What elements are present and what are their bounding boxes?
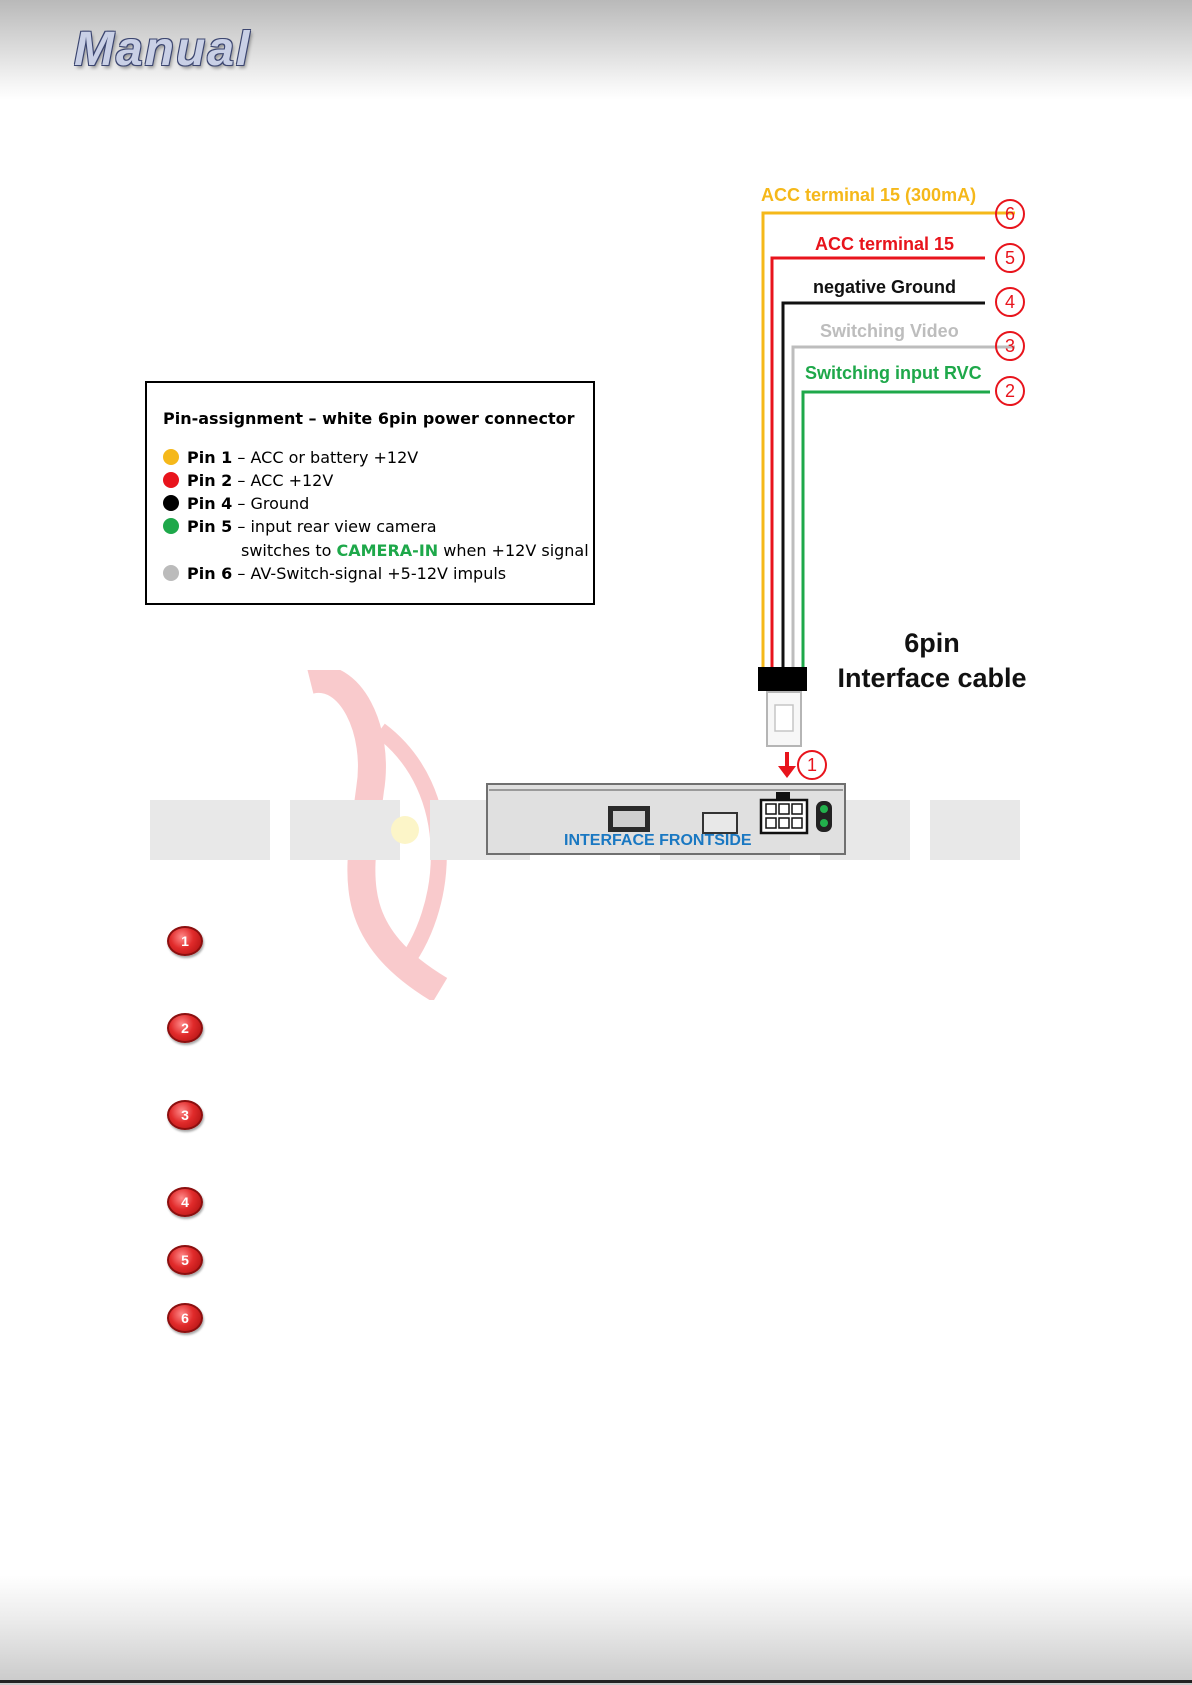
wire-5-number: 5 <box>995 243 1025 273</box>
wire-3-label: Switching Video <box>820 321 959 341</box>
wire-4 <box>783 303 985 668</box>
connector-number: 1 <box>797 750 827 780</box>
bullet-2: 2 <box>167 1013 203 1043</box>
insert-arrow-head <box>778 766 796 778</box>
status-led-bottom <box>820 819 828 827</box>
manual-title: Manual <box>74 23 252 76</box>
wire-3 <box>793 347 1015 668</box>
wire-2-label: Switching input RVC <box>805 363 982 383</box>
interface-frontside-label: INTERFACE FRONTSIDE <box>564 832 752 849</box>
wire-4-label: negative Ground <box>813 277 957 297</box>
wire-6-number: 6 <box>995 199 1025 229</box>
pin-desc: – ACC or battery +12V <box>232 448 419 467</box>
pin-desc: – input rear view camera <box>232 517 437 536</box>
power-socket-latch <box>776 792 790 800</box>
pin-name: Pin 2 <box>187 471 233 490</box>
pin-name: Pin 6 <box>187 564 233 583</box>
wire-3-number: 3 <box>995 331 1025 361</box>
camera-in-highlight: CAMERA-IN <box>336 541 439 560</box>
pin-desc: – ACC +12V <box>232 471 334 490</box>
cable-title <box>822 626 1042 696</box>
wire-5-label: ACC terminal 15 <box>815 234 955 254</box>
bullet-6: 6 <box>167 1303 203 1333</box>
pin-desc: – Ground <box>232 494 310 513</box>
cable-title-line2: Interface cable <box>837 663 1027 693</box>
pin-name: Pin 5 <box>187 517 233 536</box>
bullet-5: 5 <box>167 1245 203 1275</box>
pin-desc: – AV-Switch-signal +5-12V impuls <box>232 564 507 583</box>
wire-6-label: ACC terminal 15 (300mA) <box>761 185 977 205</box>
pin5-sub-suffix: when +12V signal <box>438 541 589 560</box>
bullet-3: 3 <box>167 1100 203 1130</box>
pin-name: Pin 4 <box>187 494 233 513</box>
wire-4-number: 4 <box>995 287 1025 317</box>
legend-title: Pin-assignment – white 6pin power connector <box>163 409 575 428</box>
footer-line <box>0 1680 1192 1683</box>
cable-title-line1: 6pin <box>904 628 960 658</box>
wire-2-number: 2 <box>995 376 1025 406</box>
cable-sleeve <box>758 667 807 691</box>
cable-plug-socket <box>775 705 793 731</box>
pin-name: Pin 1 <box>187 448 233 467</box>
interface-port-small <box>703 813 737 833</box>
status-led-top <box>820 805 828 813</box>
bullet-1: 1 <box>167 926 203 956</box>
interface-port-large-inner <box>613 811 645 827</box>
bullet-4: 4 <box>167 1187 203 1217</box>
pin5-sub-prefix: switches to <box>241 541 337 560</box>
footer-band <box>0 1575 1192 1685</box>
